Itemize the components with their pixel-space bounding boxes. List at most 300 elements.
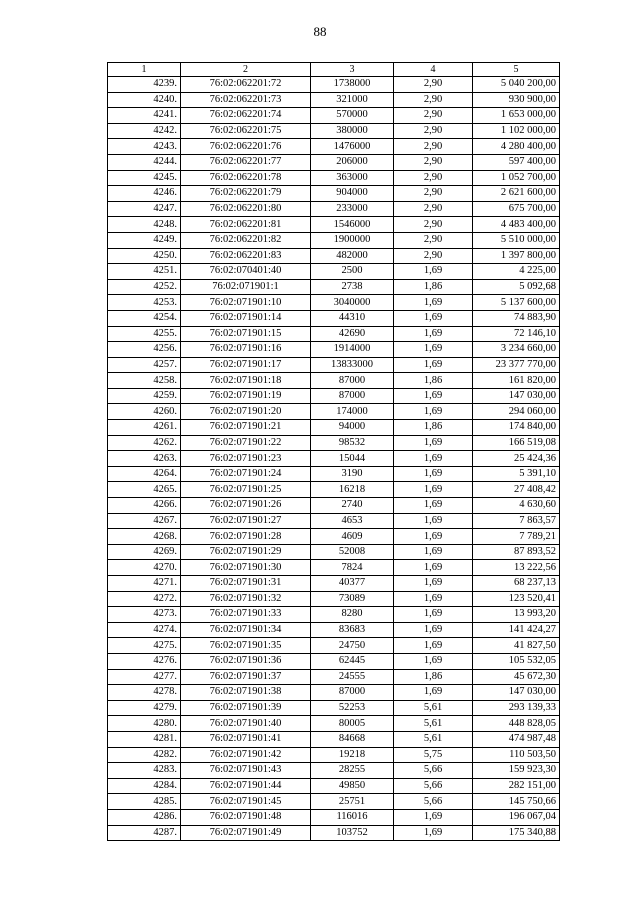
coefficient-cell: 5,61 xyxy=(394,731,473,747)
amount-cell: 294 060,00 xyxy=(473,404,560,420)
table-row xyxy=(108,295,560,311)
table-header-row xyxy=(108,63,560,77)
coefficient-cell: 1,69 xyxy=(394,435,473,451)
table-row xyxy=(108,669,560,685)
cadastral-number-cell: 76:02:071901:23 xyxy=(181,451,311,467)
coefficient-cell: 2,90 xyxy=(394,108,473,124)
table-row xyxy=(108,264,560,280)
row-number-cell: 4251. xyxy=(108,264,181,280)
coefficient-cell: 1,86 xyxy=(394,373,473,389)
coefficient-cell: 1,69 xyxy=(394,404,473,420)
row-number-cell: 4286. xyxy=(108,809,181,825)
amount-cell: 68 237,13 xyxy=(473,576,560,592)
row-number-cell: 4270. xyxy=(108,560,181,576)
cadastral-number-cell: 76:02:062201:82 xyxy=(181,232,311,248)
amount-cell: 196 067,04 xyxy=(473,809,560,825)
value-cell: 73089 xyxy=(311,591,394,607)
amount-cell: 3 234 660,00 xyxy=(473,342,560,358)
amount-cell: 72 146,10 xyxy=(473,326,560,342)
coefficient-cell: 2,90 xyxy=(394,248,473,264)
coefficient-cell: 1,86 xyxy=(394,279,473,295)
table-row xyxy=(108,420,560,436)
coefficient-cell: 1,69 xyxy=(394,685,473,701)
coefficient-cell: 1,69 xyxy=(394,388,473,404)
row-number-cell: 4260. xyxy=(108,404,181,420)
table-row xyxy=(108,809,560,825)
cadastral-number-cell: 76:02:071901:39 xyxy=(181,700,311,716)
cadastral-number-cell: 76:02:071901:38 xyxy=(181,685,311,701)
table-row xyxy=(108,435,560,451)
coefficient-cell: 5,66 xyxy=(394,763,473,779)
table-row xyxy=(108,92,560,108)
value-cell: 24750 xyxy=(311,638,394,654)
amount-cell: 13 993,20 xyxy=(473,607,560,623)
value-cell: 174000 xyxy=(311,404,394,420)
row-number-cell: 4256. xyxy=(108,342,181,358)
row-number-cell: 4257. xyxy=(108,357,181,373)
table-row xyxy=(108,794,560,810)
value-cell: 2500 xyxy=(311,264,394,280)
value-cell: 80005 xyxy=(311,716,394,732)
cadastral-number-cell: 76:02:071901:16 xyxy=(181,342,311,358)
data-table xyxy=(107,62,560,841)
row-number-cell: 4242. xyxy=(108,123,181,139)
table-row xyxy=(108,170,560,186)
coefficient-cell: 2,90 xyxy=(394,170,473,186)
row-number-cell: 4240. xyxy=(108,92,181,108)
amount-cell: 87 893,52 xyxy=(473,544,560,560)
cadastral-number-cell: 76:02:071901:42 xyxy=(181,747,311,763)
amount-cell: 110 503,50 xyxy=(473,747,560,763)
coefficient-cell: 2,90 xyxy=(394,92,473,108)
value-cell: 52008 xyxy=(311,544,394,560)
table-row xyxy=(108,778,560,794)
row-number-cell: 4275. xyxy=(108,638,181,654)
cadastral-number-cell: 76:02:071901:15 xyxy=(181,326,311,342)
amount-cell: 4 483 400,00 xyxy=(473,217,560,233)
table-row xyxy=(108,310,560,326)
column-header-4: 4 xyxy=(394,63,473,77)
table-row xyxy=(108,373,560,389)
amount-cell: 5 040 200,00 xyxy=(473,77,560,93)
amount-cell: 147 030,00 xyxy=(473,685,560,701)
value-cell: 87000 xyxy=(311,373,394,389)
table-row xyxy=(108,123,560,139)
value-cell: 116016 xyxy=(311,809,394,825)
cadastral-number-cell: 76:02:071901:34 xyxy=(181,622,311,638)
value-cell: 25751 xyxy=(311,794,394,810)
row-number-cell: 4249. xyxy=(108,232,181,248)
row-number-cell: 4264. xyxy=(108,466,181,482)
value-cell: 321000 xyxy=(311,92,394,108)
value-cell: 3190 xyxy=(311,466,394,482)
row-number-cell: 4262. xyxy=(108,435,181,451)
coefficient-cell: 1,69 xyxy=(394,264,473,280)
value-cell: 3040000 xyxy=(311,295,394,311)
row-number-cell: 4255. xyxy=(108,326,181,342)
table-row xyxy=(108,154,560,170)
cadastral-number-cell: 76:02:062201:83 xyxy=(181,248,311,264)
row-number-cell: 4273. xyxy=(108,607,181,623)
amount-cell: 174 840,00 xyxy=(473,420,560,436)
cadastral-number-cell: 76:02:071901:40 xyxy=(181,716,311,732)
coefficient-cell: 2,90 xyxy=(394,154,473,170)
value-cell: 904000 xyxy=(311,186,394,202)
cadastral-number-cell: 76:02:071901:33 xyxy=(181,607,311,623)
cadastral-number-cell: 76:02:071901:43 xyxy=(181,763,311,779)
cadastral-number-cell: 76:02:071901:44 xyxy=(181,778,311,794)
cadastral-number-cell: 76:02:071901:27 xyxy=(181,513,311,529)
cadastral-number-cell: 76:02:071901:49 xyxy=(181,825,311,841)
value-cell: 570000 xyxy=(311,108,394,124)
amount-cell: 159 923,30 xyxy=(473,763,560,779)
table-row xyxy=(108,763,560,779)
table-row xyxy=(108,716,560,732)
value-cell: 2738 xyxy=(311,279,394,295)
value-cell: 482000 xyxy=(311,248,394,264)
coefficient-cell: 2,90 xyxy=(394,186,473,202)
table-row xyxy=(108,186,560,202)
amount-cell: 597 400,00 xyxy=(473,154,560,170)
coefficient-cell: 1,69 xyxy=(394,310,473,326)
row-number-cell: 4276. xyxy=(108,653,181,669)
coefficient-cell: 2,90 xyxy=(394,123,473,139)
coefficient-cell: 1,69 xyxy=(394,451,473,467)
table-row xyxy=(108,342,560,358)
amount-cell: 282 151,00 xyxy=(473,778,560,794)
value-cell: 103752 xyxy=(311,825,394,841)
table-row xyxy=(108,622,560,638)
row-number-cell: 4245. xyxy=(108,170,181,186)
cadastral-number-cell: 76:02:071901:24 xyxy=(181,466,311,482)
cadastral-number-cell: 76:02:071901:31 xyxy=(181,576,311,592)
table-row xyxy=(108,232,560,248)
cadastral-number-cell: 76:02:071901:21 xyxy=(181,420,311,436)
row-number-cell: 4272. xyxy=(108,591,181,607)
cadastral-number-cell: 76:02:062201:80 xyxy=(181,201,311,217)
value-cell: 4609 xyxy=(311,529,394,545)
amount-cell: 1 102 000,00 xyxy=(473,123,560,139)
amount-cell: 448 828,05 xyxy=(473,716,560,732)
row-number-cell: 4248. xyxy=(108,217,181,233)
coefficient-cell: 1,69 xyxy=(394,653,473,669)
amount-cell: 4 630,60 xyxy=(473,498,560,514)
amount-cell: 7 789,21 xyxy=(473,529,560,545)
table-row xyxy=(108,685,560,701)
table-row xyxy=(108,404,560,420)
row-number-cell: 4282. xyxy=(108,747,181,763)
table-row xyxy=(108,544,560,560)
cadastral-number-cell: 76:02:071901:25 xyxy=(181,482,311,498)
amount-cell: 1 653 000,00 xyxy=(473,108,560,124)
table-row xyxy=(108,466,560,482)
coefficient-cell: 1,69 xyxy=(394,607,473,623)
cadastral-number-cell: 76:02:071901:1 xyxy=(181,279,311,295)
row-number-cell: 4269. xyxy=(108,544,181,560)
coefficient-cell: 1,69 xyxy=(394,529,473,545)
cadastral-number-cell: 76:02:071901:10 xyxy=(181,295,311,311)
cadastral-number-cell: 76:02:062201:73 xyxy=(181,92,311,108)
row-number-cell: 4258. xyxy=(108,373,181,389)
cadastral-number-cell: 76:02:062201:74 xyxy=(181,108,311,124)
value-cell: 1546000 xyxy=(311,217,394,233)
value-cell: 1476000 xyxy=(311,139,394,155)
cadastral-number-cell: 76:02:062201:78 xyxy=(181,170,311,186)
table-row xyxy=(108,108,560,124)
table-row xyxy=(108,591,560,607)
amount-cell: 7 863,57 xyxy=(473,513,560,529)
value-cell: 83683 xyxy=(311,622,394,638)
table-row xyxy=(108,825,560,841)
table-row xyxy=(108,731,560,747)
row-number-cell: 4266. xyxy=(108,498,181,514)
cadastral-number-cell: 76:02:071901:20 xyxy=(181,404,311,420)
coefficient-cell: 1,69 xyxy=(394,809,473,825)
amount-cell: 123 520,41 xyxy=(473,591,560,607)
coefficient-cell: 1,69 xyxy=(394,482,473,498)
column-header-3: 3 xyxy=(311,63,394,77)
coefficient-cell: 1,69 xyxy=(394,357,473,373)
column-header-5: 5 xyxy=(473,63,560,77)
table-row xyxy=(108,700,560,716)
cadastral-number-cell: 76:02:062201:81 xyxy=(181,217,311,233)
value-cell: 7824 xyxy=(311,560,394,576)
value-cell: 1738000 xyxy=(311,77,394,93)
amount-cell: 293 139,33 xyxy=(473,700,560,716)
value-cell: 87000 xyxy=(311,388,394,404)
cadastral-number-cell: 76:02:071901:45 xyxy=(181,794,311,810)
coefficient-cell: 5,61 xyxy=(394,700,473,716)
row-number-cell: 4246. xyxy=(108,186,181,202)
amount-cell: 147 030,00 xyxy=(473,388,560,404)
row-number-cell: 4252. xyxy=(108,279,181,295)
value-cell: 87000 xyxy=(311,685,394,701)
value-cell: 49850 xyxy=(311,778,394,794)
value-cell: 15044 xyxy=(311,451,394,467)
coefficient-cell: 2,90 xyxy=(394,217,473,233)
coefficient-cell: 1,69 xyxy=(394,591,473,607)
row-number-cell: 4243. xyxy=(108,139,181,155)
value-cell: 28255 xyxy=(311,763,394,779)
coefficient-cell: 5,66 xyxy=(394,794,473,810)
cadastral-number-cell: 76:02:071901:17 xyxy=(181,357,311,373)
column-header-1: 1 xyxy=(108,63,181,77)
cadastral-number-cell: 76:02:062201:77 xyxy=(181,154,311,170)
coefficient-cell: 1,69 xyxy=(394,342,473,358)
amount-cell: 474 987,48 xyxy=(473,731,560,747)
cadastral-number-cell: 76:02:071901:26 xyxy=(181,498,311,514)
amount-cell: 41 827,50 xyxy=(473,638,560,654)
amount-cell: 5 137 600,00 xyxy=(473,295,560,311)
table-row xyxy=(108,451,560,467)
cadastral-number-cell: 76:02:071901:29 xyxy=(181,544,311,560)
cadastral-number-cell: 76:02:071901:48 xyxy=(181,809,311,825)
table-row xyxy=(108,388,560,404)
table-row xyxy=(108,576,560,592)
table-row xyxy=(108,139,560,155)
coefficient-cell: 2,90 xyxy=(394,139,473,155)
row-number-cell: 4274. xyxy=(108,622,181,638)
value-cell: 40377 xyxy=(311,576,394,592)
cadastral-number-cell: 76:02:071901:37 xyxy=(181,669,311,685)
row-number-cell: 4287. xyxy=(108,825,181,841)
table-body xyxy=(108,77,560,841)
table-row xyxy=(108,638,560,654)
coefficient-cell: 1,69 xyxy=(394,513,473,529)
coefficient-cell: 1,69 xyxy=(394,326,473,342)
amount-cell: 5 092,68 xyxy=(473,279,560,295)
table-row xyxy=(108,279,560,295)
row-number-cell: 4239. xyxy=(108,77,181,93)
amount-cell: 4 225,00 xyxy=(473,264,560,280)
table-row xyxy=(108,77,560,93)
coefficient-cell: 1,69 xyxy=(394,622,473,638)
table-row xyxy=(108,607,560,623)
amount-cell: 166 519,08 xyxy=(473,435,560,451)
table-row xyxy=(108,201,560,217)
coefficient-cell: 2,90 xyxy=(394,77,473,93)
coefficient-cell: 5,61 xyxy=(394,716,473,732)
value-cell: 44310 xyxy=(311,310,394,326)
value-cell: 13833000 xyxy=(311,357,394,373)
amount-cell: 141 424,27 xyxy=(473,622,560,638)
cadastral-number-cell: 76:02:071901:35 xyxy=(181,638,311,654)
coefficient-cell: 1,69 xyxy=(394,498,473,514)
table-row xyxy=(108,482,560,498)
cadastral-number-cell: 76:02:071901:41 xyxy=(181,731,311,747)
coefficient-cell: 1,86 xyxy=(394,420,473,436)
row-number-cell: 4247. xyxy=(108,201,181,217)
value-cell: 380000 xyxy=(311,123,394,139)
row-number-cell: 4241. xyxy=(108,108,181,124)
value-cell: 24555 xyxy=(311,669,394,685)
table-row xyxy=(108,498,560,514)
value-cell: 2740 xyxy=(311,498,394,514)
cadastral-number-cell: 76:02:071901:36 xyxy=(181,653,311,669)
cadastral-number-cell: 76:02:071901:14 xyxy=(181,310,311,326)
amount-cell: 1 397 800,00 xyxy=(473,248,560,264)
cadastral-number-cell: 76:02:062201:72 xyxy=(181,77,311,93)
coefficient-cell: 1,69 xyxy=(394,544,473,560)
amount-cell: 27 408,42 xyxy=(473,482,560,498)
cadastral-number-cell: 76:02:071901:28 xyxy=(181,529,311,545)
coefficient-cell: 1,86 xyxy=(394,669,473,685)
amount-cell: 161 820,00 xyxy=(473,373,560,389)
row-number-cell: 4279. xyxy=(108,700,181,716)
row-number-cell: 4250. xyxy=(108,248,181,264)
coefficient-cell: 1,69 xyxy=(394,825,473,841)
amount-cell: 105 532,05 xyxy=(473,653,560,669)
cadastral-number-cell: 76:02:071901:19 xyxy=(181,388,311,404)
value-cell: 233000 xyxy=(311,201,394,217)
coefficient-cell: 2,90 xyxy=(394,232,473,248)
value-cell: 363000 xyxy=(311,170,394,186)
row-number-cell: 4281. xyxy=(108,731,181,747)
coefficient-cell: 1,69 xyxy=(394,638,473,654)
amount-cell: 175 340,88 xyxy=(473,825,560,841)
row-number-cell: 4277. xyxy=(108,669,181,685)
coefficient-cell: 1,69 xyxy=(394,295,473,311)
amount-cell: 930 900,00 xyxy=(473,92,560,108)
value-cell: 42690 xyxy=(311,326,394,342)
amount-cell: 13 222,56 xyxy=(473,560,560,576)
table-row xyxy=(108,529,560,545)
cadastral-number-cell: 76:02:071901:18 xyxy=(181,373,311,389)
value-cell: 206000 xyxy=(311,154,394,170)
value-cell: 94000 xyxy=(311,420,394,436)
coefficient-cell: 1,69 xyxy=(394,560,473,576)
table-row xyxy=(108,217,560,233)
value-cell: 62445 xyxy=(311,653,394,669)
row-number-cell: 4259. xyxy=(108,388,181,404)
value-cell: 16218 xyxy=(311,482,394,498)
table-row xyxy=(108,747,560,763)
coefficient-cell: 1,69 xyxy=(394,576,473,592)
row-number-cell: 4284. xyxy=(108,778,181,794)
cadastral-number-cell: 76:02:071901:32 xyxy=(181,591,311,607)
value-cell: 98532 xyxy=(311,435,394,451)
amount-cell: 23 377 770,00 xyxy=(473,357,560,373)
table-row xyxy=(108,653,560,669)
row-number-cell: 4285. xyxy=(108,794,181,810)
table-row xyxy=(108,357,560,373)
amount-cell: 45 672,30 xyxy=(473,669,560,685)
cadastral-number-cell: 76:02:071901:30 xyxy=(181,560,311,576)
coefficient-cell: 2,90 xyxy=(394,201,473,217)
cadastral-number-cell: 76:02:062201:79 xyxy=(181,186,311,202)
row-number-cell: 4280. xyxy=(108,716,181,732)
amount-cell: 4 280 400,00 xyxy=(473,139,560,155)
cadastral-number-cell: 76:02:070401:40 xyxy=(181,264,311,280)
value-cell: 52253 xyxy=(311,700,394,716)
cadastral-number-cell: 76:02:062201:75 xyxy=(181,123,311,139)
coefficient-cell: 5,66 xyxy=(394,778,473,794)
table-row xyxy=(108,326,560,342)
cadastral-number-cell: 76:02:062201:76 xyxy=(181,139,311,155)
table-row xyxy=(108,248,560,264)
row-number-cell: 4271. xyxy=(108,576,181,592)
page-number: 88 xyxy=(313,24,327,39)
row-number-cell: 4244. xyxy=(108,154,181,170)
amount-cell: 5 391,10 xyxy=(473,466,560,482)
amount-cell: 2 621 600,00 xyxy=(473,186,560,202)
value-cell: 4653 xyxy=(311,513,394,529)
amount-cell: 5 510 000,00 xyxy=(473,232,560,248)
amount-cell: 25 424,36 xyxy=(473,451,560,467)
amount-cell: 145 750,66 xyxy=(473,794,560,810)
table-row xyxy=(108,560,560,576)
value-cell: 8280 xyxy=(311,607,394,623)
row-number-cell: 4278. xyxy=(108,685,181,701)
column-header-2: 2 xyxy=(181,63,311,77)
row-number-cell: 4253. xyxy=(108,295,181,311)
row-number-cell: 4263. xyxy=(108,451,181,467)
amount-cell: 675 700,00 xyxy=(473,201,560,217)
row-number-cell: 4254. xyxy=(108,310,181,326)
cadastral-number-cell: 76:02:071901:22 xyxy=(181,435,311,451)
row-number-cell: 4267. xyxy=(108,513,181,529)
value-cell: 84668 xyxy=(311,731,394,747)
row-number-cell: 4265. xyxy=(108,482,181,498)
row-number-cell: 4283. xyxy=(108,763,181,779)
amount-cell: 74 883,90 xyxy=(473,310,560,326)
amount-cell: 1 052 700,00 xyxy=(473,170,560,186)
value-cell: 19218 xyxy=(311,747,394,763)
value-cell: 1914000 xyxy=(311,342,394,358)
row-number-cell: 4261. xyxy=(108,420,181,436)
value-cell: 1900000 xyxy=(311,232,394,248)
table-row xyxy=(108,513,560,529)
